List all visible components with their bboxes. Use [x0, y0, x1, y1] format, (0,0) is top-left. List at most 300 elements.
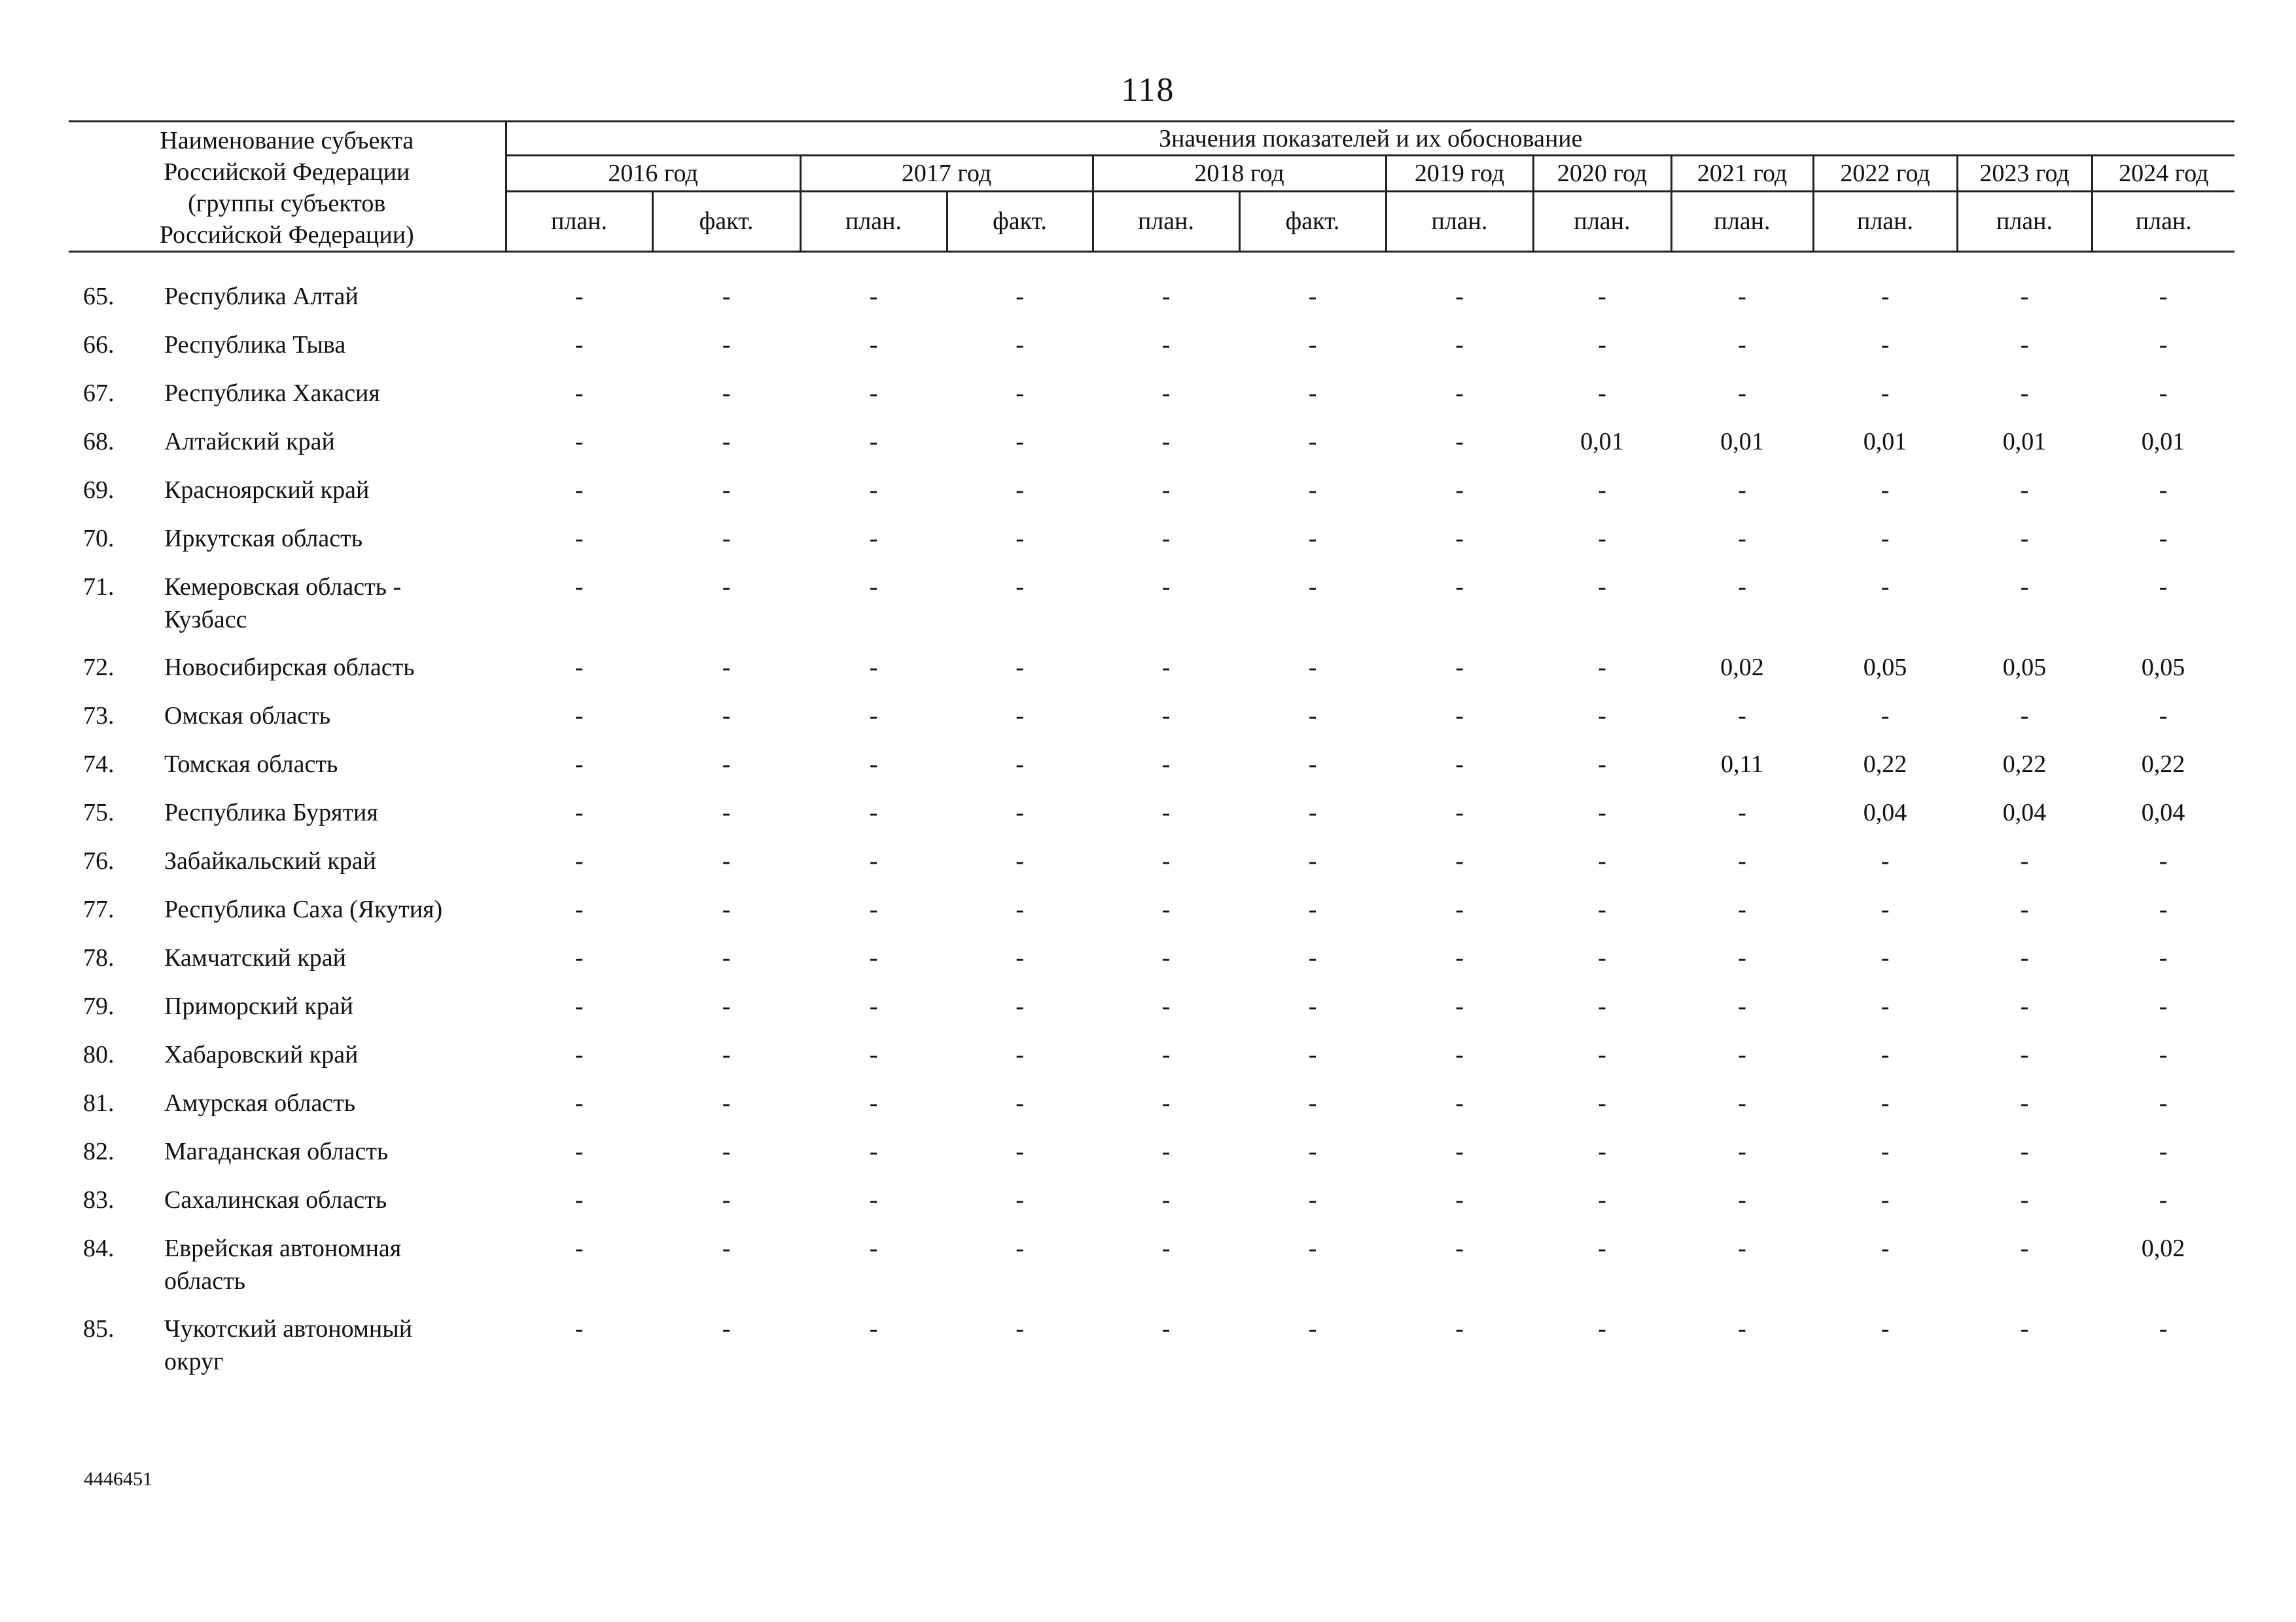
indicator-value: -	[1881, 993, 1890, 1020]
indicator-value: -	[1881, 847, 1890, 875]
indicator-value: -	[2159, 944, 2168, 972]
indicator-value: -	[2020, 1041, 2029, 1068]
indicator-value: -	[869, 750, 878, 778]
table-body	[69, 252, 2234, 1394]
region-name-line: Томская область	[164, 750, 338, 778]
indicator-value: -	[1016, 993, 1024, 1020]
indicator-value: -	[574, 1041, 584, 1068]
region-name-line: Республика Саха (Якутия)	[164, 896, 443, 923]
indicator-value: -	[722, 1089, 731, 1117]
region-name	[160, 1232, 506, 1313]
indicator-value: -	[722, 283, 731, 310]
indicator-value: -	[574, 896, 584, 923]
indicator-value: 0,02	[2141, 1235, 2185, 1262]
indicator-value: -	[722, 525, 731, 552]
indicator-value: -	[2020, 993, 2029, 1020]
page-number: 118	[1121, 71, 1175, 109]
indicator-value: 0,22	[2002, 750, 2047, 778]
indicator-value: -	[1161, 799, 1171, 826]
indicator-value: -	[1016, 331, 1024, 359]
table-row	[69, 377, 2234, 425]
indicator-value: -	[1161, 993, 1171, 1020]
table-row	[69, 280, 2234, 328]
indicator-value: -	[869, 702, 878, 730]
indicator-value: -	[1598, 573, 1606, 601]
indicator-value: -	[2020, 379, 2029, 407]
table-header	[69, 122, 2234, 252]
indicator-value: -	[722, 573, 731, 601]
indicator-value: -	[1308, 331, 1317, 359]
region-column-header	[69, 122, 506, 252]
indicator-value: -	[1881, 1186, 1890, 1214]
indicator-value: -	[1016, 1041, 1024, 1068]
indicator-value: -	[1598, 331, 1606, 359]
indicator-value: -	[574, 283, 584, 310]
indicator-value: -	[1455, 573, 1464, 601]
indicator-value: -	[1738, 847, 1746, 875]
indicator-value: -	[2020, 702, 2029, 730]
table-row	[69, 796, 2234, 845]
indicator-value: -	[1161, 1138, 1171, 1165]
indicator-value: 0,05	[1863, 654, 1907, 681]
indicator-value: -	[1738, 896, 1746, 923]
indicator-value: 0,11	[1720, 750, 1764, 778]
indicator-value: -	[1161, 1315, 1171, 1343]
indicator-value: -	[1308, 750, 1317, 778]
indicator-value: -	[1016, 476, 1024, 504]
indicator-value: -	[722, 1138, 731, 1165]
plan-fact-header: план.	[1093, 191, 1239, 251]
indicator-value: -	[869, 1138, 878, 1165]
indicator-value: -	[574, 379, 584, 407]
indicator-value: -	[1738, 993, 1746, 1020]
region-header-line-1: Наименование субъекта	[160, 127, 414, 154]
indicator-value: -	[1455, 944, 1464, 972]
region-name	[160, 1184, 506, 1232]
plan-fact-header: факт.	[947, 191, 1093, 251]
indicator-value: -	[869, 1315, 878, 1343]
row-number: 85.	[83, 1315, 115, 1343]
indicator-value: -	[1455, 896, 1464, 923]
region-header-line-4: Российской Федерации)	[159, 221, 414, 249]
indicator-value: -	[1455, 1041, 1464, 1068]
region-name	[160, 522, 506, 571]
indicator-value: -	[1598, 476, 1606, 504]
table-row	[69, 651, 2234, 699]
region-name-line: Амурская область	[164, 1089, 356, 1117]
indicator-value: -	[1016, 847, 1024, 875]
region-name-line: Иркутская область	[164, 525, 363, 552]
indicator-value: -	[722, 1235, 731, 1262]
indicator-value: -	[574, 702, 584, 730]
indicator-value: -	[574, 750, 584, 778]
indicator-value: -	[1455, 799, 1464, 826]
region-name-line: Красноярский край	[164, 476, 370, 504]
indicator-value: -	[574, 1315, 584, 1343]
indicator-value: -	[2159, 847, 2168, 875]
indicator-value: 0,22	[2141, 750, 2185, 778]
region-name-line: Кемеровская область -	[164, 573, 402, 601]
region-name	[160, 1313, 506, 1393]
region-name-line: Алтайский край	[164, 428, 335, 455]
indicator-value: -	[1738, 331, 1746, 359]
region-name	[160, 571, 506, 651]
indicator-value: -	[1455, 750, 1464, 778]
indicator-value: -	[1598, 750, 1606, 778]
indicator-value: -	[1308, 476, 1317, 504]
table-row	[69, 1313, 2234, 1393]
region-name	[160, 1038, 506, 1087]
indicator-value: -	[1161, 702, 1171, 730]
indicator-value: -	[1161, 1186, 1171, 1214]
region-name-line: Республика Алтай	[164, 283, 359, 310]
region-name-line: Магаданская область	[164, 1138, 389, 1165]
indicator-value: -	[869, 654, 878, 681]
indicator-table-wrapper	[69, 120, 2234, 1393]
indicator-value: -	[722, 654, 731, 681]
indicator-value: -	[2159, 1041, 2168, 1068]
table-row	[69, 1087, 2234, 1135]
indicator-value: -	[1881, 379, 1890, 407]
region-name	[160, 474, 506, 522]
indicator-value: -	[1016, 525, 1024, 552]
indicator-value: 0,04	[2141, 799, 2185, 826]
indicator-value: -	[1881, 573, 1890, 601]
row-number: 66.	[83, 331, 115, 359]
indicator-value: -	[2159, 1138, 2168, 1165]
table-row	[69, 1184, 2234, 1232]
indicator-value: -	[1881, 944, 1890, 972]
indicator-value: -	[1598, 799, 1606, 826]
indicator-value: -	[1308, 428, 1317, 455]
indicator-value: -	[1308, 654, 1317, 681]
indicator-value: -	[1455, 476, 1464, 504]
indicator-value: -	[1455, 1315, 1464, 1343]
indicator-value: -	[1738, 1186, 1746, 1214]
indicator-value: -	[1738, 702, 1746, 730]
indicator-value: -	[574, 944, 584, 972]
indicator-value: -	[1308, 283, 1317, 310]
indicator-value: -	[1455, 428, 1464, 455]
indicator-value: -	[869, 1186, 878, 1214]
indicator-value: -	[722, 993, 731, 1020]
indicator-value: -	[1738, 573, 1746, 601]
indicator-value: -	[574, 331, 584, 359]
indicator-value: 0,04	[1863, 799, 1907, 826]
region-name-line: округ	[164, 1348, 224, 1375]
indicator-value: -	[2159, 476, 2168, 504]
indicator-value: -	[1016, 1235, 1024, 1262]
indicator-value: -	[1598, 1315, 1606, 1343]
document-code: 4446451	[84, 1468, 152, 1490]
plan-fact-header: факт.	[1239, 191, 1386, 251]
plan-fact-header: план.	[1671, 191, 1813, 251]
indicator-value: -	[2159, 896, 2168, 923]
indicator-value: 0,04	[2002, 799, 2047, 826]
indicator-value: -	[1738, 525, 1746, 552]
indicator-value: -	[1455, 1186, 1464, 1214]
region-name-line: Кузбасс	[164, 606, 247, 633]
indicator-value: -	[722, 944, 731, 972]
region-name	[160, 651, 506, 699]
indicator-value: 0,05	[2002, 654, 2047, 681]
indicator-value: -	[574, 1089, 584, 1117]
indicator-value: -	[1598, 1138, 1606, 1165]
plan-fact-header: план.	[1957, 191, 2092, 251]
row-number: 79.	[83, 993, 115, 1020]
indicator-value: -	[869, 1089, 878, 1117]
row-number: 76.	[83, 847, 115, 875]
values-title-header: Значения показателей и их обоснование	[506, 122, 2234, 156]
indicator-value: -	[1881, 702, 1890, 730]
indicator-value: -	[1016, 654, 1024, 681]
indicator-value: -	[722, 896, 731, 923]
row-number: 71.	[83, 573, 115, 601]
indicator-value: -	[1161, 750, 1171, 778]
region-name-line: Новосибирская область	[164, 654, 415, 681]
indicator-value: -	[1016, 1138, 1024, 1165]
table-row	[69, 893, 2234, 942]
indicator-value: -	[1598, 1041, 1606, 1068]
indicator-value: -	[722, 476, 731, 504]
indicator-value: -	[1598, 896, 1606, 923]
indicator-value: -	[1308, 1089, 1317, 1117]
region-name-line: Омская область	[164, 702, 331, 730]
indicator-value: -	[722, 799, 731, 826]
indicator-value: -	[1016, 573, 1024, 601]
indicator-value: -	[722, 750, 731, 778]
indicator-value: 0,01	[1863, 428, 1907, 455]
indicator-value: -	[1161, 1089, 1171, 1117]
indicator-value: -	[1308, 525, 1317, 552]
indicator-value: -	[574, 476, 584, 504]
row-number: 72.	[83, 654, 115, 681]
plan-fact-header: план.	[506, 191, 652, 251]
indicator-value: -	[1738, 1089, 1746, 1117]
indicator-value: -	[722, 702, 731, 730]
row-number: 74.	[83, 750, 115, 778]
indicator-value: -	[2020, 283, 2029, 310]
indicator-value: -	[1455, 654, 1464, 681]
indicator-value: -	[1598, 1089, 1606, 1117]
row-number: 83.	[83, 1186, 115, 1214]
indicator-table	[69, 120, 2234, 1393]
region-header-line-2: Российской Федерации	[164, 158, 410, 186]
indicator-value: -	[1016, 799, 1024, 826]
indicator-value: -	[2159, 573, 2168, 601]
indicator-value: -	[1881, 1138, 1890, 1165]
indicator-value: -	[1016, 1186, 1024, 1214]
indicator-value: -	[2020, 525, 2029, 552]
region-name	[160, 942, 506, 990]
indicator-value: -	[1308, 1315, 1317, 1343]
indicator-value: -	[1738, 1315, 1746, 1343]
plan-fact-header: план.	[800, 191, 947, 251]
indicator-value: -	[2020, 847, 2029, 875]
indicator-value: -	[1161, 847, 1171, 875]
row-number: 68.	[83, 428, 115, 455]
indicator-value: -	[2020, 944, 2029, 972]
indicator-value: -	[1016, 896, 1024, 923]
year-header: 2017 год	[800, 156, 1093, 191]
indicator-value: -	[1598, 1186, 1606, 1214]
indicator-value: -	[869, 525, 878, 552]
indicator-value: -	[1598, 993, 1606, 1020]
row-number: 69.	[83, 476, 115, 504]
indicator-value: -	[1308, 847, 1317, 875]
indicator-value: -	[574, 1138, 584, 1165]
indicator-value: -	[1598, 1235, 1606, 1262]
indicator-value: -	[1598, 525, 1606, 552]
region-name	[160, 377, 506, 425]
region-name-line: Республика Бурятия	[164, 799, 378, 826]
indicator-value: -	[1598, 944, 1606, 972]
indicator-value: -	[1161, 476, 1171, 504]
indicator-value: -	[869, 993, 878, 1020]
indicator-value: -	[1308, 1041, 1317, 1068]
region-name-line: Приморский край	[164, 993, 353, 1020]
indicator-value: -	[1161, 896, 1171, 923]
indicator-value: -	[869, 1041, 878, 1068]
indicator-value: -	[1161, 428, 1171, 455]
indicator-value: -	[574, 993, 584, 1020]
indicator-value: -	[1308, 1186, 1317, 1214]
plan-fact-header: факт.	[652, 191, 800, 251]
row-number: 65.	[83, 283, 115, 310]
region-name	[160, 748, 506, 796]
indicator-value: -	[1881, 1041, 1890, 1068]
region-name	[160, 1087, 506, 1135]
indicator-value: -	[869, 847, 878, 875]
indicator-value: -	[1881, 1089, 1890, 1117]
indicator-value: 0,02	[1720, 654, 1764, 681]
region-name	[160, 990, 506, 1038]
year-header: 2023 год	[1957, 156, 2092, 191]
row-number: 84.	[83, 1235, 115, 1262]
row-number: 75.	[83, 799, 115, 826]
indicator-value: -	[1881, 525, 1890, 552]
indicator-value: -	[1016, 750, 1024, 778]
year-header: 2021 год	[1671, 156, 1813, 191]
row-number: 67.	[83, 379, 115, 407]
year-header: 2022 год	[1813, 156, 1957, 191]
region-name-line: Чукотский автономный	[164, 1315, 413, 1343]
indicator-value: -	[1455, 379, 1464, 407]
indicator-value: -	[1161, 1041, 1171, 1068]
indicator-value: -	[574, 799, 584, 826]
table-row	[69, 425, 2234, 474]
indicator-value: -	[1598, 847, 1606, 875]
indicator-value: -	[1308, 993, 1317, 1020]
indicator-value: -	[722, 1041, 731, 1068]
year-header: 2018 год	[1093, 156, 1386, 191]
indicator-value: -	[1161, 331, 1171, 359]
row-number: 77.	[83, 896, 115, 923]
table-row	[69, 990, 2234, 1038]
indicator-value: -	[1738, 799, 1746, 826]
row-number: 70.	[83, 525, 115, 552]
table-row	[69, 328, 2234, 377]
indicator-value: -	[1738, 944, 1746, 972]
row-number: 81.	[83, 1089, 115, 1117]
indicator-value: -	[1738, 1235, 1746, 1262]
indicator-value: -	[574, 525, 584, 552]
region-name	[160, 845, 506, 893]
indicator-value: -	[722, 1186, 731, 1214]
indicator-value: -	[1455, 525, 1464, 552]
indicator-value: -	[2159, 1315, 2168, 1343]
indicator-value: -	[1738, 283, 1746, 310]
indicator-value: -	[1455, 331, 1464, 359]
indicator-value: 0,01	[1580, 428, 1624, 455]
indicator-value: -	[2159, 702, 2168, 730]
indicator-value: -	[574, 1186, 584, 1214]
indicator-value: -	[1161, 379, 1171, 407]
region-name	[160, 328, 506, 377]
indicator-value: -	[2020, 573, 2029, 601]
region-name-line: Еврейская автономная	[164, 1235, 402, 1262]
table-row	[69, 699, 2234, 748]
indicator-value: -	[869, 799, 878, 826]
table-row	[69, 748, 2234, 796]
year-header: 2024 год	[2092, 156, 2234, 191]
indicator-value: -	[2159, 1186, 2168, 1214]
year-header: 2016 год	[506, 156, 800, 191]
indicator-value: -	[1598, 702, 1606, 730]
indicator-value: -	[2020, 1089, 2029, 1117]
indicator-value: -	[1881, 476, 1890, 504]
table-row	[69, 474, 2234, 522]
indicator-value: -	[1308, 1138, 1317, 1165]
indicator-value: -	[1881, 1315, 1890, 1343]
indicator-value: -	[1016, 944, 1024, 972]
year-header: 2020 год	[1533, 156, 1671, 191]
indicator-value: -	[2020, 476, 2029, 504]
indicator-value: -	[1016, 428, 1024, 455]
indicator-value: -	[1455, 1089, 1464, 1117]
indicator-value: -	[574, 573, 584, 601]
plan-fact-header: план.	[1813, 191, 1957, 251]
indicator-value: -	[1455, 702, 1464, 730]
region-name	[160, 1135, 506, 1184]
indicator-value: -	[2020, 896, 2029, 923]
indicator-value: -	[1308, 702, 1317, 730]
indicator-value: -	[1308, 944, 1317, 972]
region-name-line: Забайкальский край	[164, 847, 376, 875]
table-row	[69, 571, 2234, 651]
indicator-value: -	[1308, 1235, 1317, 1262]
indicator-value: -	[2020, 1235, 2029, 1262]
indicator-value: -	[1161, 1235, 1171, 1262]
indicator-value: -	[869, 331, 878, 359]
indicator-value: -	[574, 847, 584, 875]
indicator-value: -	[1161, 654, 1171, 681]
plan-fact-header: план.	[2092, 191, 2234, 251]
row-number: 73.	[83, 702, 115, 730]
region-name-line: Камчатский край	[164, 944, 346, 972]
table-row	[69, 942, 2234, 990]
indicator-value: -	[722, 1315, 731, 1343]
region-name-line: Сахалинская область	[164, 1186, 387, 1214]
indicator-value: -	[2159, 1089, 2168, 1117]
indicator-value: -	[2020, 331, 2029, 359]
indicator-value: -	[869, 1235, 878, 1262]
indicator-value: 0,01	[2002, 428, 2047, 455]
indicator-value: -	[1598, 283, 1606, 310]
row-number: 78.	[83, 944, 115, 972]
indicator-value: -	[722, 847, 731, 875]
indicator-value: -	[2159, 525, 2168, 552]
